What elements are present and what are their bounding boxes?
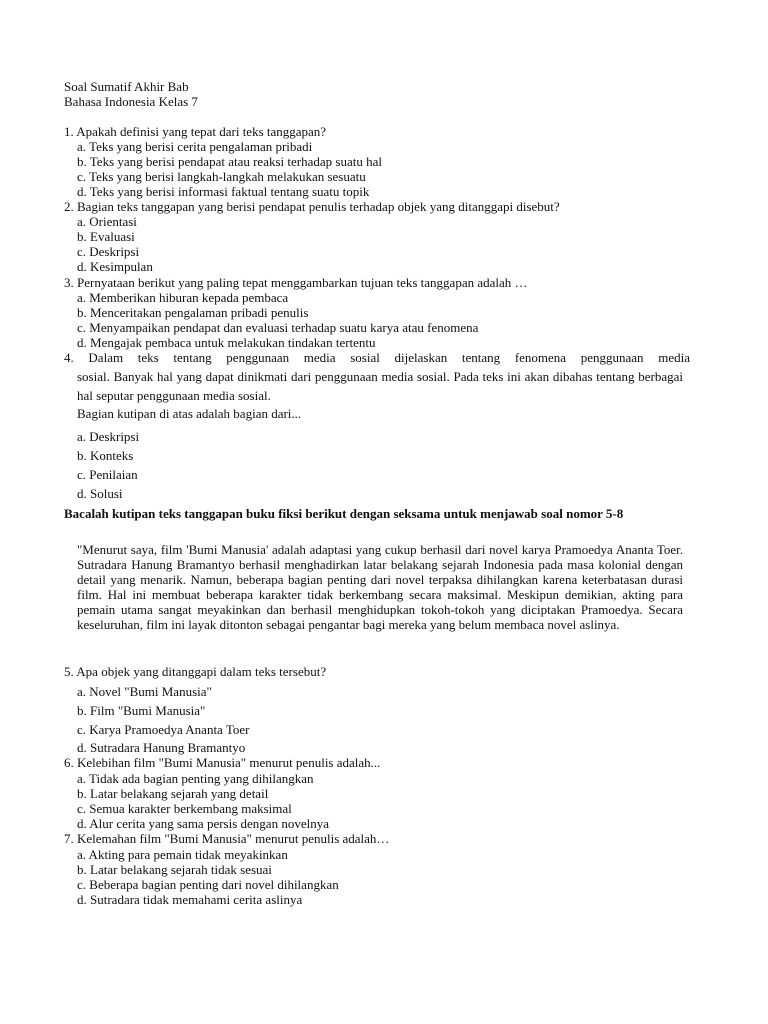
document-subtitle: Bahasa Indonesia Kelas 7: [64, 94, 198, 109]
q4-option-d: d. Solusi: [77, 486, 123, 501]
q5-option-c: c. Karya Pramoedya Ananta Toer: [77, 722, 250, 737]
q1-option-a: a. Teks yang berisi cerita pengalaman pribadi: [77, 139, 313, 154]
q2-option-d: d. Kesimpulan: [77, 259, 153, 274]
question-2: 2. Bagian teks tanggapan yang berisi pendapat penulis terhadap objek yang ditanggapi disebut?: [64, 199, 560, 214]
q6-option-c: c. Semua karakter berkembang maksimal: [77, 801, 292, 816]
question-6: 6. Kelebihan film "Bumi Manusia" menurut penulis adalah...: [64, 755, 381, 770]
question-4-prompt: Bagian kutipan di atas adalah bagian dari...: [77, 406, 302, 421]
question-5: 5. Apa objek yang ditanggapi dalam teks tersebut?: [64, 664, 327, 679]
q3-option-b: b. Menceritakan pengalaman pribadi penulis: [77, 305, 309, 320]
q5-option-a: a. Novel "Bumi Manusia": [77, 684, 212, 699]
q7-option-b: b. Latar belakang sejarah tidak sesuai: [77, 862, 272, 877]
question-4: 4. Dalam teks tentang penggunaan media sosial dijelaskan tentang fenomena penggunaan media: [64, 350, 690, 365]
reading-instruction: Bacalah kutipan teks tanggapan buku fiksi berikut dengan seksama untuk menjawab soal nomor 5-8: [64, 506, 624, 521]
q6-option-a: a. Tidak ada bagian penting yang dihilangkan: [77, 771, 314, 786]
question-3: 3. Pernyataan berikut yang paling tepat menggambarkan tujuan teks tanggapan adalah …: [64, 275, 528, 290]
q2-option-a: a. Orientasi: [77, 214, 137, 229]
reading-passage: "Menurut saya, film 'Bumi Manusia' adalah adaptasi yang cukup berhasil dari novel karya Pramoedya Ananta Toer. Sutradara Hanung Bramantyo berhasil menghadirkan latar belakang sejarah Indonesia pada masa kolonial dengan detail yang menarik. Namun, beberapa bagian penting dari novel terpaksa dihilangkan karena keterbatasan durasi film. Hal ini membuat beberapa karakter tidak berkembang secara maksimal. Meskipun demikian, akting para pemain utama sangat meyakinkan dan berhasil menghidupkan tokoh-tokoh yang diciptakan Pramoedya. Secara keseluruhan, film ini layak ditonton sebagai pengantar bagi mereka yang belum membaca novel aslinya.: [77, 542, 683, 632]
q3-option-a: a. Memberikan hiburan kepada pembaca: [77, 290, 289, 305]
q3-option-c: c. Menyampaikan pendapat dan evaluasi terhadap suatu karya atau fenomena: [77, 320, 479, 335]
document-title: Soal Sumatif Akhir Bab: [64, 79, 189, 94]
q5-option-b: b. Film "Bumi Manusia": [77, 703, 206, 718]
q7-option-d: d. Sutradara tidak memahami cerita aslinya: [77, 892, 303, 907]
q3-option-d: d. Mengajak pembaca untuk melakukan tindakan tertentu: [77, 335, 376, 350]
q5-option-d: d. Sutradara Hanung Bramantyo: [77, 740, 246, 755]
q1-option-d: d. Teks yang berisi informasi faktual tentang suatu topik: [77, 184, 370, 199]
q1-option-c: c. Teks yang berisi langkah-langkah melakukan sesuatu: [77, 169, 366, 184]
q4-option-b: b. Konteks: [77, 448, 134, 463]
question-7: 7. Kelemahan film "Bumi Manusia" menurut penulis adalah…: [64, 831, 390, 846]
document-header: [64, 79, 198, 109]
q7-option-c: c. Beberapa bagian penting dari novel dihilangkan: [77, 877, 339, 892]
q6-option-b: b. Latar belakang sejarah yang detail: [77, 786, 269, 801]
q2-option-b: b. Evaluasi: [77, 229, 135, 244]
q6-option-d: d. Alur cerita yang sama persis dengan novelnya: [77, 816, 329, 831]
q2-option-c: c. Deskripsi: [77, 244, 140, 259]
q1-option-b: b. Teks yang berisi pendapat atau reaksi terhadap suatu hal: [77, 154, 382, 169]
q4-option-c: c. Penilaian: [77, 467, 138, 482]
question-1: 1. Apakah definisi yang tepat dari teks tanggapan?: [64, 124, 327, 139]
q4-option-a: a. Deskripsi: [77, 429, 140, 444]
question-4-continuation: sosial. Banyak hal yang dapat dinikmati dari penggunaan media sosial. Pada teks ini akan dibahas tentang berbagai hal seputar penggunaan media sosial.: [77, 369, 683, 403]
q7-option-a: a. Akting para pemain tidak meyakinkan: [77, 847, 288, 862]
